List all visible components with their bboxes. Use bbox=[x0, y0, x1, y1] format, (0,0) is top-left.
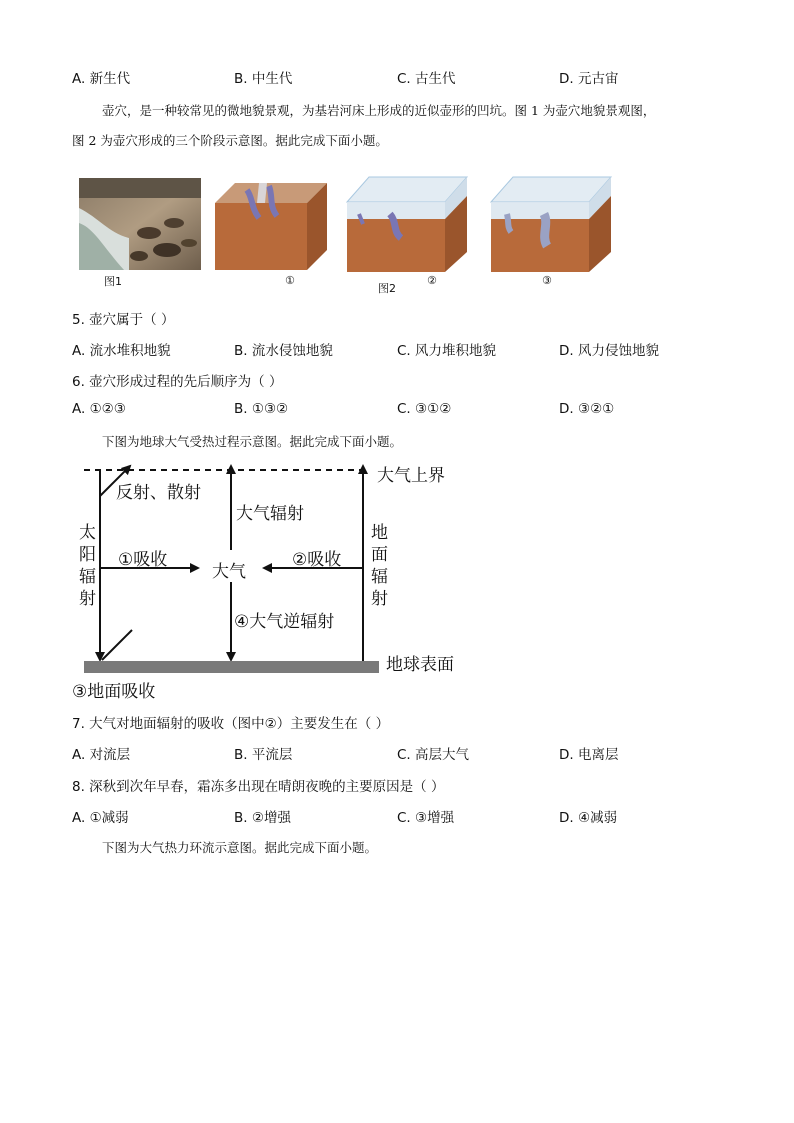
pothole-stage-3-block bbox=[489, 172, 613, 274]
q7-option-b: B. 平流层 bbox=[234, 747, 293, 763]
intro-paragraph-3: 下图为大气热力环流示意图。据此完成下面小题。 bbox=[102, 840, 378, 855]
pothole-stage-2-block bbox=[345, 172, 469, 274]
q5-option-c: C. 风力堆积地貌 bbox=[397, 343, 497, 359]
q8-option-b: B. ②增强 bbox=[234, 810, 291, 826]
q6-stem: 6. 壶穴形成过程的先后顺序为（ ） bbox=[72, 374, 283, 390]
reflect-label: 反射、散射 bbox=[116, 483, 201, 503]
q6-option-d: D. ③②① bbox=[559, 401, 615, 417]
q8-option-c: C. ③增强 bbox=[397, 810, 455, 826]
q7-option-a: A. 对流层 bbox=[72, 747, 131, 763]
solar-radiation-label: 太 阳 辐 射 bbox=[79, 523, 96, 609]
figure1-label: 图1 bbox=[104, 275, 122, 288]
ground-absorb-label: ③地面吸收 bbox=[72, 682, 156, 702]
q5-option-b: B. 流水侵蚀地貌 bbox=[234, 343, 333, 359]
top-boundary-label: 大气上界 bbox=[377, 466, 445, 486]
intro-paragraph-line1: 壶穴，是一种较常见的微地貌景观，为基岩河床上形成的近似壶形的凹坑。图 1 为壶穴地貌景观图， bbox=[102, 103, 656, 118]
pothole-photo bbox=[79, 178, 201, 270]
stage-3-label: ③ bbox=[542, 274, 552, 287]
q7-stem: 7. 大气对地面辐射的吸收（图中②）主要发生在（ ） bbox=[72, 716, 390, 732]
back-radiation-label: ④大气逆辐射 bbox=[234, 612, 335, 632]
absorb-2-label: ②吸收 bbox=[292, 550, 342, 570]
q4-option-d: D. 元古宙 bbox=[559, 71, 619, 87]
earth-surface-label: 地球表面 bbox=[386, 655, 454, 675]
intro-paragraph-2: 下图为地球大气受热过程示意图。据此完成下面小题。 bbox=[102, 434, 403, 449]
stage-1-label: ① bbox=[285, 274, 295, 287]
q5-option-a: A. 流水堆积地貌 bbox=[72, 343, 171, 359]
figure2-label: 图2 bbox=[378, 282, 396, 295]
q4-option-a: A. 新生代 bbox=[72, 71, 131, 87]
q8-option-d: D. ④减弱 bbox=[559, 810, 618, 826]
earth-surface-bar bbox=[84, 661, 379, 673]
atmosphere-label: 大气 bbox=[212, 562, 246, 582]
absorb-1-label: ①吸收 bbox=[118, 550, 168, 570]
q5-stem: 5. 壶穴属于（ ） bbox=[72, 312, 175, 328]
pothole-stage-1-block bbox=[207, 178, 329, 273]
ground-absorb-line bbox=[102, 630, 132, 660]
q8-stem: 8. 深秋到次年早春，霜冻多出现在晴朗夜晚的主要原因是（ ） bbox=[72, 779, 445, 795]
q6-option-a: A. ①②③ bbox=[72, 401, 126, 417]
q4-option-c: C. 古生代 bbox=[397, 71, 456, 87]
stage-2-label: ② bbox=[427, 274, 437, 287]
q7-option-d: D. 电离层 bbox=[559, 747, 619, 763]
q7-option-c: C. 高层大气 bbox=[397, 747, 470, 763]
atmospheric-radiation-label: 大气辐射 bbox=[236, 504, 304, 524]
ground-radiation-label: 地 面 辐 射 bbox=[371, 523, 388, 609]
q5-option-d: D. 风力侵蚀地貌 bbox=[559, 343, 659, 359]
q4-option-b: B. 中生代 bbox=[234, 71, 293, 87]
intro-paragraph-line2: 图 2 为壶穴形成的三个阶段示意图。据此完成下面小题。 bbox=[72, 133, 388, 148]
q6-option-b: B. ①③② bbox=[234, 401, 289, 417]
q8-option-a: A. ①减弱 bbox=[72, 810, 129, 826]
q6-option-c: C. ③①② bbox=[397, 401, 452, 417]
